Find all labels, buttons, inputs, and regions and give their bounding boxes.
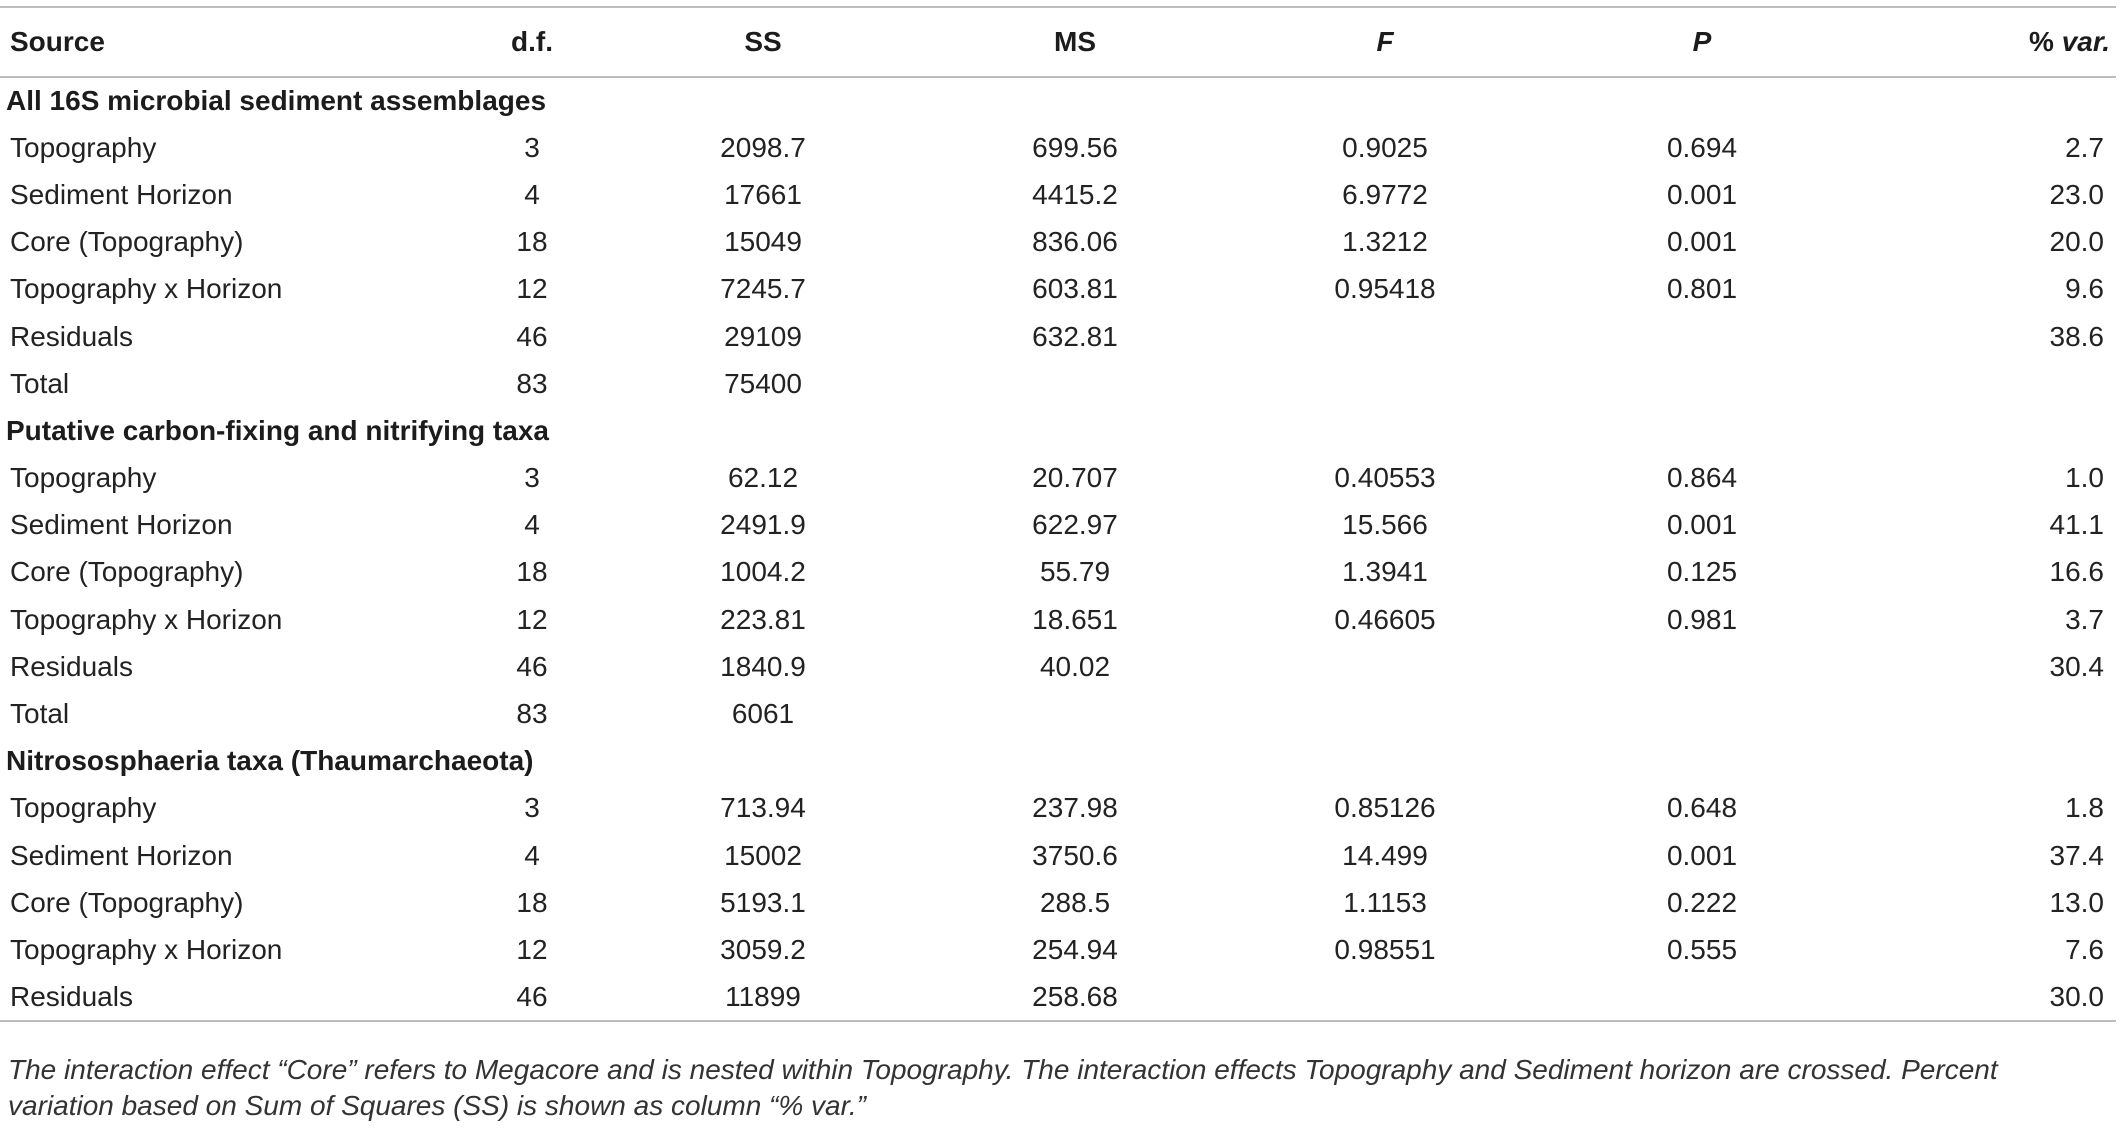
- cell-ms: 603.81: [1032, 273, 1118, 305]
- section-title: Putative carbon-fixing and nitrifying taxa: [6, 414, 549, 446]
- cell-df: 4: [524, 509, 540, 541]
- cell-ss: 75400: [724, 367, 802, 399]
- table-row: [0, 266, 2116, 313]
- cell-ss: 5193.1: [720, 886, 806, 918]
- cell-source: Topography: [10, 792, 157, 824]
- cell-df: 83: [516, 367, 548, 399]
- cell-ms: [932, 360, 1218, 407]
- cell-p: 0.001: [1666, 178, 1738, 210]
- cell-ss: 3059.2: [720, 933, 806, 965]
- cell-pvar: 20.0: [2049, 226, 2104, 258]
- cell-p: 0.648: [1666, 792, 1738, 824]
- cell-source: Residuals: [10, 980, 133, 1012]
- cell-df: 4: [524, 178, 540, 210]
- header-df: d.f.: [511, 26, 553, 57]
- table-row: [0, 832, 2116, 879]
- cell-pvar: 2.7: [2065, 131, 2104, 163]
- cell-source: Topography: [10, 462, 157, 494]
- cell-df: 46: [516, 320, 548, 352]
- cell-ms: 40.02: [1039, 650, 1111, 682]
- cell-source: Topography x Horizon: [10, 603, 283, 635]
- cell-p: [1552, 643, 1852, 690]
- cell-ss: 11899: [725, 980, 801, 1012]
- cell-ss: 62.12: [727, 462, 799, 494]
- cell-ss: 2491.9: [720, 509, 806, 541]
- cell-ms: 632.81: [1032, 320, 1118, 352]
- cell-source: Sediment Horizon: [10, 839, 233, 871]
- cell-pvar: 16.6: [2049, 556, 2104, 588]
- cell-ss: 7245.7: [720, 273, 806, 305]
- cell-p: 0.001: [1666, 509, 1738, 541]
- table-header: [0, 7, 2116, 77]
- cell-source: Core (Topography): [10, 556, 244, 588]
- cell-ss: 6061: [731, 698, 795, 730]
- cell-ss: 15002: [724, 839, 802, 871]
- cell-f: [1218, 690, 1552, 737]
- cell-ss: 1004.2: [720, 556, 806, 588]
- cell-p: [1552, 974, 1852, 1021]
- cell-ms: 258.68: [1032, 980, 1118, 1012]
- table-row: [0, 974, 2116, 1021]
- cell-p: 0.001: [1666, 226, 1738, 258]
- cell-ss: 2098.7: [720, 131, 806, 163]
- cell-pvar: 30.0: [2049, 980, 2104, 1012]
- table-row: [0, 502, 2116, 549]
- cell-source: Topography x Horizon: [10, 273, 283, 305]
- cell-f: 0.98551: [1334, 933, 1436, 965]
- cell-df: 3: [524, 462, 540, 494]
- cell-f: 14.499: [1342, 839, 1428, 871]
- cell-ms: 18.651: [1032, 603, 1118, 635]
- cell-ss: 223.81: [720, 603, 806, 635]
- header-pvar-label: % var.: [2029, 26, 2110, 57]
- cell-f: 0.40553: [1334, 462, 1436, 494]
- table-row: [0, 643, 2116, 690]
- cell-df: 46: [516, 650, 548, 682]
- cell-df: 46: [516, 980, 548, 1012]
- table-body: [0, 77, 2116, 1021]
- cell-ss: 17661: [724, 178, 802, 210]
- cell-ms: 622.97: [1032, 509, 1118, 541]
- table-row: [0, 596, 2116, 643]
- cell-pvar: 9.6: [2065, 273, 2104, 305]
- cell-ms: 4415.2: [1032, 178, 1118, 210]
- cell-pvar: 13.0: [2049, 886, 2104, 918]
- cell-p: 0.801: [1666, 273, 1738, 305]
- table-row: [0, 360, 2116, 407]
- cell-f: [1218, 313, 1552, 360]
- cell-p: [1552, 313, 1852, 360]
- cell-source: Residuals: [10, 320, 133, 352]
- cell-df: 12: [516, 273, 548, 305]
- table-row: [0, 124, 2116, 171]
- cell-p: 0.001: [1666, 839, 1738, 871]
- cell-f: 0.95418: [1334, 273, 1436, 305]
- cell-source: Sediment Horizon: [10, 178, 233, 210]
- table-row: [0, 690, 2116, 737]
- header-ms: MS: [1054, 26, 1096, 57]
- cell-p: 0.125: [1666, 556, 1738, 588]
- cell-pvar: 30.4: [2049, 650, 2104, 682]
- cell-source: Topography x Horizon: [10, 933, 283, 965]
- cell-ms: 237.98: [1032, 792, 1118, 824]
- cell-ms: 254.94: [1032, 933, 1118, 965]
- table-row: [0, 549, 2116, 596]
- cell-p: 0.222: [1666, 886, 1738, 918]
- cell-f: 1.1153: [1343, 886, 1427, 918]
- cell-ms: [932, 690, 1218, 737]
- cell-pvar: 3.7: [2065, 603, 2104, 635]
- cell-pvar: 7.6: [2065, 933, 2104, 965]
- cell-source: Total: [10, 698, 70, 730]
- cell-pvar: 37.4: [2049, 839, 2104, 871]
- cell-p: 0.864: [1666, 462, 1738, 494]
- table-row: [0, 171, 2116, 218]
- cell-ss: 713.94: [720, 792, 806, 824]
- cell-df: 12: [516, 603, 548, 635]
- cell-ms: 3750.6: [1032, 839, 1118, 871]
- cell-ss: 29109: [724, 320, 802, 352]
- cell-f: 1.3212: [1342, 226, 1428, 258]
- cell-f: 0.85126: [1334, 792, 1436, 824]
- table-row: [0, 785, 2116, 832]
- table-row: [0, 926, 2116, 973]
- section-header-row: [0, 77, 2116, 124]
- cell-source: Topography: [10, 131, 157, 163]
- cell-df: 18: [516, 226, 548, 258]
- cell-source: Total: [10, 367, 70, 399]
- table-row: [0, 219, 2116, 266]
- cell-df: 18: [516, 556, 548, 588]
- cell-pvar: 1.0: [2065, 462, 2104, 494]
- header-ss: SS: [744, 26, 782, 57]
- cell-f: 15.566: [1342, 509, 1428, 541]
- cell-ms: 836.06: [1032, 226, 1118, 258]
- header-source: Source: [10, 26, 105, 57]
- table-row: [0, 313, 2116, 360]
- cell-p: 0.555: [1666, 933, 1738, 965]
- cell-p: 0.981: [1666, 603, 1738, 635]
- cell-df: 12: [516, 933, 548, 965]
- section-header-row: [0, 738, 2116, 785]
- cell-source: Core (Topography): [10, 886, 244, 918]
- cell-df: 3: [524, 792, 540, 824]
- cell-pvar: 1.8: [2065, 792, 2104, 824]
- cell-pvar: [1852, 360, 2116, 407]
- cell-ss: 1840.9: [720, 650, 806, 682]
- header-row: [0, 7, 2116, 77]
- cell-f: 1.3941: [1342, 556, 1428, 588]
- section-header-row: [0, 407, 2116, 454]
- cell-p: 0.694: [1666, 131, 1738, 163]
- anova-table: [0, 6, 2116, 1022]
- table-footnote: The interaction effect “Core” refers to Megacore and is nested within Topography. The interaction effects Topography and Sediment horizon are crossed. Percent variation based on Sum of Squares (SS) is shown as column “% var.”: [8, 1054, 1998, 1122]
- cell-df: 4: [524, 839, 540, 871]
- cell-f: 0.46605: [1334, 603, 1436, 635]
- table-row: [0, 455, 2116, 502]
- cell-pvar: 38.6: [2049, 320, 2104, 352]
- table-row: [0, 879, 2116, 926]
- cell-source: Sediment Horizon: [10, 509, 233, 541]
- cell-df: 18: [516, 886, 548, 918]
- cell-df: 3: [524, 131, 540, 163]
- cell-p: [1552, 360, 1852, 407]
- header-p: P: [1692, 26, 1712, 57]
- cell-ms: 55.79: [1039, 556, 1111, 588]
- header-pvar: [1852, 7, 2116, 77]
- cell-ss: 15049: [724, 226, 802, 258]
- cell-pvar: [1852, 690, 2116, 737]
- cell-f: 0.9025: [1342, 131, 1428, 163]
- cell-ms: 20.707: [1032, 462, 1118, 494]
- cell-source: Core (Topography): [10, 226, 244, 258]
- cell-f: [1218, 974, 1552, 1021]
- section-title: Nitrososphaeria taxa (Thaumarchaeota): [6, 745, 534, 777]
- header-f: F: [1376, 26, 1394, 57]
- cell-pvar: 41.1: [2049, 509, 2104, 541]
- section-title: All 16S microbial sediment assemblages: [6, 85, 547, 117]
- cell-ms: 288.5: [1039, 886, 1111, 918]
- cell-df: 83: [516, 698, 548, 730]
- cell-source: Residuals: [10, 650, 133, 682]
- cell-ms: 699.56: [1032, 131, 1118, 163]
- cell-f: [1218, 643, 1552, 690]
- cell-f: [1218, 360, 1552, 407]
- cell-f: 6.9772: [1342, 178, 1428, 210]
- cell-p: [1552, 690, 1852, 737]
- cell-pvar: 23.0: [2049, 178, 2104, 210]
